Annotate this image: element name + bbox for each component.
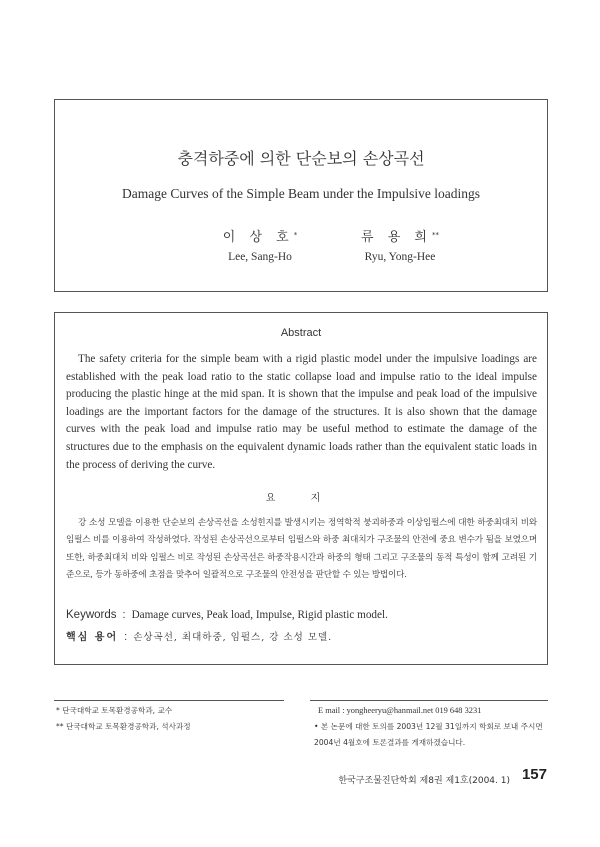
title-box — [54, 99, 548, 292]
footnote-rule-right — [310, 700, 548, 701]
keywords-value: Damage curves, Peak load, Impulse, Rigid plastic model. — [131, 609, 388, 621]
author-1-name-english: Lee, Sang-Ho — [228, 251, 292, 263]
keywords-korean-label: 핵심 용어 — [66, 632, 119, 643]
footnote-rule-left — [54, 700, 284, 701]
keywords-label: Keywords — [66, 609, 117, 621]
abstract-box — [54, 312, 548, 665]
korean-summary-text: 강 소성 모델을 이용한 단순보의 손상곡선을 소성힌지를 발생시키는 정역학적 붕괴하중과 이상임펄스에 대한 하중최대치 비와 임펄스 비를 이용하여 작성하였다. 작성된 손상곡선으로부터 임펄스와 하중 최대치가 구조물의 안전에 중요 변수가 됨을 보였으며 또한, 하중최대치 비와 임펄스 비로 작성된 손상곡선은 하중작용시간과 하중의 형태 그리고 구조물의 동적 특성이 함께 고려된 기준으로, 등가 동하중에 초점을 맞추어 일괄적으로 구조물의 안전성을 판단할 수 있는 방법이다. — [66, 518, 537, 580]
keywords-korean: 핵심 용어 : 손상곡선, 최대하중, 임펄스, 강 소성 모델. — [66, 631, 333, 643]
author-2-name-korean: 류 용 희** — [361, 230, 439, 245]
footnote-email: E mail : yongheeryu@hanmail.net 019 648 3231 — [318, 706, 482, 715]
footnote-affiliation-1: * 단국대학교 토목환경공학과, 교수 — [56, 706, 173, 715]
footnote-discussion-note: • 본 논문에 대한 토의를 2003년 12월 31일까지 학회로 보내 주시면 2004년 4월호에 토론결과를 게재하겠습니다. — [314, 722, 543, 747]
paper-title-korean: 충격하중에 의한 단순보의 손상곡선 — [177, 149, 425, 168]
author-2 — [325, 226, 475, 263]
korean-summary-heading: 요 지 — [265, 493, 337, 504]
paper-title-english: Damage Curves of the Simple Beam under the Impulsive loadings — [121, 186, 481, 201]
abstract-text: The safety criteria for the simple beam with a rigid plastic model under the impulsive loadings are established with the peak load ratio to the static collapse load and impulse ratio to the ideal impulse producing the plastic hinge at the mid span. It is shown that the impulse and peak load of the impulsive loadings are the important factors for the damage of the structures. It is also shown that the damage curves with the peak load and impulse ratio may be useful method to estimate the damage of the structures due to the emphasis on the equivalent dynamic loads rather than the equivalent static loads in the process of deriving the curve. — [66, 353, 537, 471]
keywords-korean-value: 손상곡선, 최대하중, 임펄스, 강 소성 모델. — [133, 632, 333, 643]
abstract-heading: Abstract — [280, 327, 322, 339]
journal-footer: 한국구조물진단학회 제8권 제1호(2004. 1) — [338, 776, 510, 786]
keywords-english: Keywords : Damage curves, Peak load, Impulse, Rigid plastic model. — [66, 609, 388, 621]
author-2-name-english: Ryu, Yong-Hee — [364, 251, 436, 263]
author-1-name-korean: 이 상 호* — [222, 230, 298, 245]
page-number: 157 — [521, 766, 547, 783]
author-1 — [185, 226, 335, 263]
footnote-affiliation-2: ** 단국대학교 토목환경공학과, 석사과정 — [56, 722, 191, 731]
